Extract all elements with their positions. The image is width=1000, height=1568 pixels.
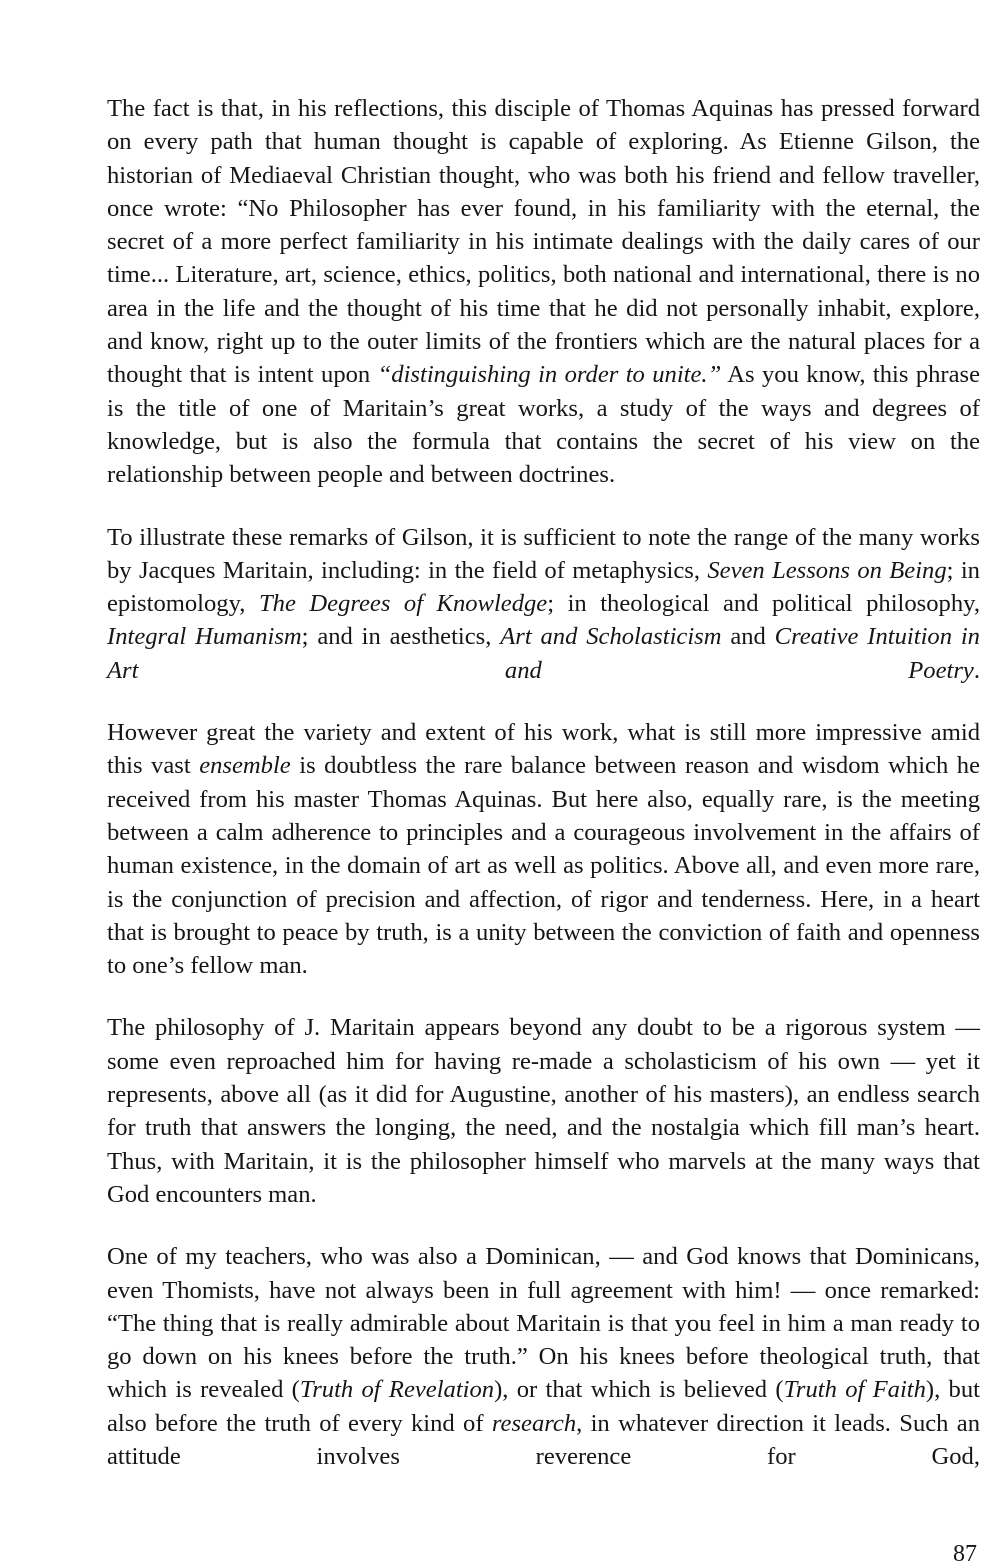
paragraph-3 [107,716,980,982]
text-segment: The fact is that, in his reflections, this disciple of Thomas Aquinas has pressed forward on every path that human thought is capable of exploring. As Etienne Gilson, the historian of Mediaeval Christian thought, who was both his friend and fellow traveller, once wrote: “No Philosopher has ever found, in his familiarity with the eternal, the secret of a more perfect familiarity in his intimate dealings with the daily cares of our time... Literature, art, science, ethics, politics, both national and international, there is no area in the life and the thought of his time that he did not personally inhabit, explore, and know, right up to the outer limits of the frontiers which are the natural places for a thought that is intent upon [107,95,980,389]
italic-text: research [491,1409,577,1437]
text-segment: The philosophy of J. Maritain appears beyond any doubt to be a rigorous system — some even reproached him for having re-made a scholasticism of his own — yet it represents, above all (as it did for Augustine, another of his masters), an endless search for truth that answers the longing, the need, and the nostalgia which fill man’s heart. Thus, with Maritain, it is the philosopher himself who marvels at the many ways that God encounters man. [107,1014,980,1208]
text-segment: As you know, this phrase is the title of one of Maritain’s great works, a study of the ways and degrees of knowledge, but is also the formula that contains the secret of his view on the relationship between people and between doctrines. [107,361,981,489]
text-segment: is doubtless the rare balance between reason and wisdom which he received from his master Thomas Aquinas. But here also, equally rare, is the meeting between a calm adherence to principles and a courageous involvement in the affairs of human existence, in the domain of art as well as politics. Above all, and even more rare, is the conjunction of precision and affection, of rigor and tenderness. Here, in a heart that is brought to peace by truth, is a unity between the conviction of faith and openness to one’s fellow man. [107,752,980,980]
paragraph-2 [107,521,980,687]
italic-text: Art and Scholasticism [500,623,722,651]
italic-text: Truth of Revelation [299,1376,495,1404]
text-segment: ), but also before the truth of every kind of [107,1376,980,1437]
paragraph-4 [107,1011,980,1211]
text-segment: To illustrate these remarks of Gilson, it is sufficient to note the range of the many works by Jacques Maritain, including: in the field of metaphysics, [107,523,980,584]
text-segment: ; in epistomology, [107,556,980,618]
italic-text: The Degrees of Knowledge [258,590,548,618]
italic-text: Truth of Faith [783,1376,926,1404]
paragraph-5 [107,1240,980,1473]
italic-text: Creative Intuition in Art and Poetry [107,623,980,684]
text-segment: One of my teachers, who was also a Dominican, — and God knows that Dominicans, even Thomists, have not always been in full agreement with him! — once remarked: “The thing that is really admirable about Maritain is that you feel in him a man ready to go down on his knees before the truth.” On his knees before theological truth, that which is revealed ( [107,1243,980,1404]
text-segment: . [973,656,980,684]
text-segment: However great the variety and extent of his work, what is still more impressive amid this vast [107,719,980,780]
text-segment: ), or that which is believed ( [494,1376,784,1404]
italic-text: Seven Lessons on Being [707,556,947,584]
text-column [107,92,980,1473]
text-segment: ; and in aesthetics, [301,623,501,651]
text-segment: and [721,623,775,651]
italic-text: “distinguishing in order to unite.” [377,361,722,389]
page-number: 87 [953,1541,977,1567]
paragraph-1 [107,92,980,492]
text-segment: ; in theological and political philosophy, [547,590,980,618]
text-segment: , in whatever direction it leads. Such an attitude involves reverence for God, [107,1409,981,1470]
italic-text: Integral Humanism [107,623,302,651]
italic-text: ensemble [199,752,291,780]
